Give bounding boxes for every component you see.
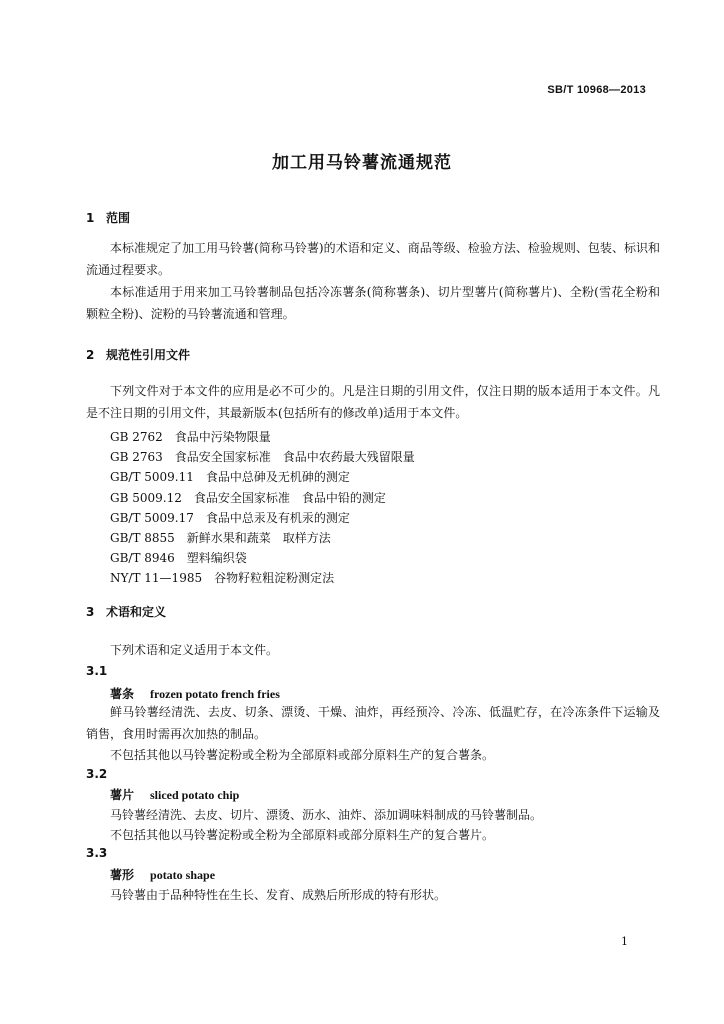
- term-cn: 薯条: [110, 687, 135, 701]
- reference-item: GB 2762 食品中污染物限量: [110, 430, 271, 444]
- section-1-heading: [86, 209, 130, 226]
- term-definition: 马铃薯由于品种特性在生长、发育、成熟后所形成的特有形状。: [110, 888, 447, 902]
- section-3-number: 3: [86, 605, 95, 619]
- reference-item: GB/T 8855 新鲜水果和蔬菜 取样方法: [110, 531, 331, 545]
- section-1-number: 1: [86, 211, 95, 225]
- section-1-title: 范围: [106, 211, 131, 225]
- section-1-paragraph-2: 本标准适用于用来加工马铃薯制品包括冷冻薯条(简称薯条)、切片型薯片(简称薯片)、全粉(雪花全粉和颗粒全粉)、淀粉的马铃薯流通和管理。: [86, 285, 660, 321]
- term-heading: [110, 866, 215, 883]
- reference-item: GB/T 5009.17 食品中总汞及有机汞的测定: [110, 511, 350, 525]
- term-number: 3.3: [86, 846, 108, 860]
- document-title: 加工用马铃薯流通规范: [272, 153, 452, 173]
- section-3-heading: [86, 603, 166, 620]
- term-note: 不包括其他以马铃薯淀粉或全粉为全部原料或部分原料生产的复合薯条。: [110, 748, 495, 762]
- section-2-intro: 下列文件对于本文件的应用是必不可少的。凡是注日期的引用文件，仅注日期的版本适用于本文件。凡是不注日期的引用文件，其最新版本(包括所有的修改单)适用于本文件。: [86, 384, 660, 420]
- page-number: 1: [621, 935, 628, 948]
- reference-item: GB/T 8946 塑料编织袋: [110, 551, 247, 565]
- reference-item: GB/T 5009.11 食品中总砷及无机砷的测定: [110, 470, 350, 484]
- term-cn: 薯形: [110, 868, 135, 882]
- term-note: 不包括其他以马铃薯淀粉或全粉为全部原料或部分原料生产的复合薯片。: [110, 828, 495, 842]
- term-en: potato shape: [150, 868, 216, 882]
- term-cn: 薯片: [110, 788, 135, 802]
- term-heading: [110, 685, 280, 702]
- section-2-heading: [86, 346, 190, 363]
- term-definition: 马铃薯经清洗、去皮、切片、漂烫、沥水、油炸、添加调味料制成的马铃薯制品。: [110, 808, 543, 822]
- reference-item: GB 5009.12 食品安全国家标准 食品中铅的测定: [110, 491, 386, 505]
- term-en: sliced potato chip: [150, 788, 240, 802]
- section-2-number: 2: [86, 348, 95, 362]
- term-definition: 鲜马铃薯经清洗、去皮、切条、漂烫、干燥、油炸，再经预冷、冷冻、低温贮存，在冷冻条件下运输及销售，食用时需再次加热的制品。: [86, 705, 660, 741]
- reference-item: GB 2763 食品安全国家标准 食品中农药最大残留限量: [110, 450, 415, 464]
- section-3-title: 术语和定义: [106, 605, 167, 619]
- term-en: frozen potato french fries: [150, 687, 280, 701]
- reference-item: NY/T 11—1985 谷物籽粒粗淀粉测定法: [110, 571, 335, 585]
- standard-code: SB/T 10968—2013: [547, 84, 646, 96]
- term-heading: [110, 786, 239, 803]
- term-number: 3.2: [86, 767, 108, 781]
- term-number: 3.1: [86, 664, 108, 678]
- section-1-paragraph-1: 本标准规定了加工用马铃薯(简称马铃薯)的术语和定义、商品等级、检验方法、检验规则、包装、标识和流通过程要求。: [86, 241, 660, 277]
- section-3-intro: 下列术语和定义适用于本文件。: [110, 643, 279, 657]
- section-2-title: 规范性引用文件: [106, 348, 191, 362]
